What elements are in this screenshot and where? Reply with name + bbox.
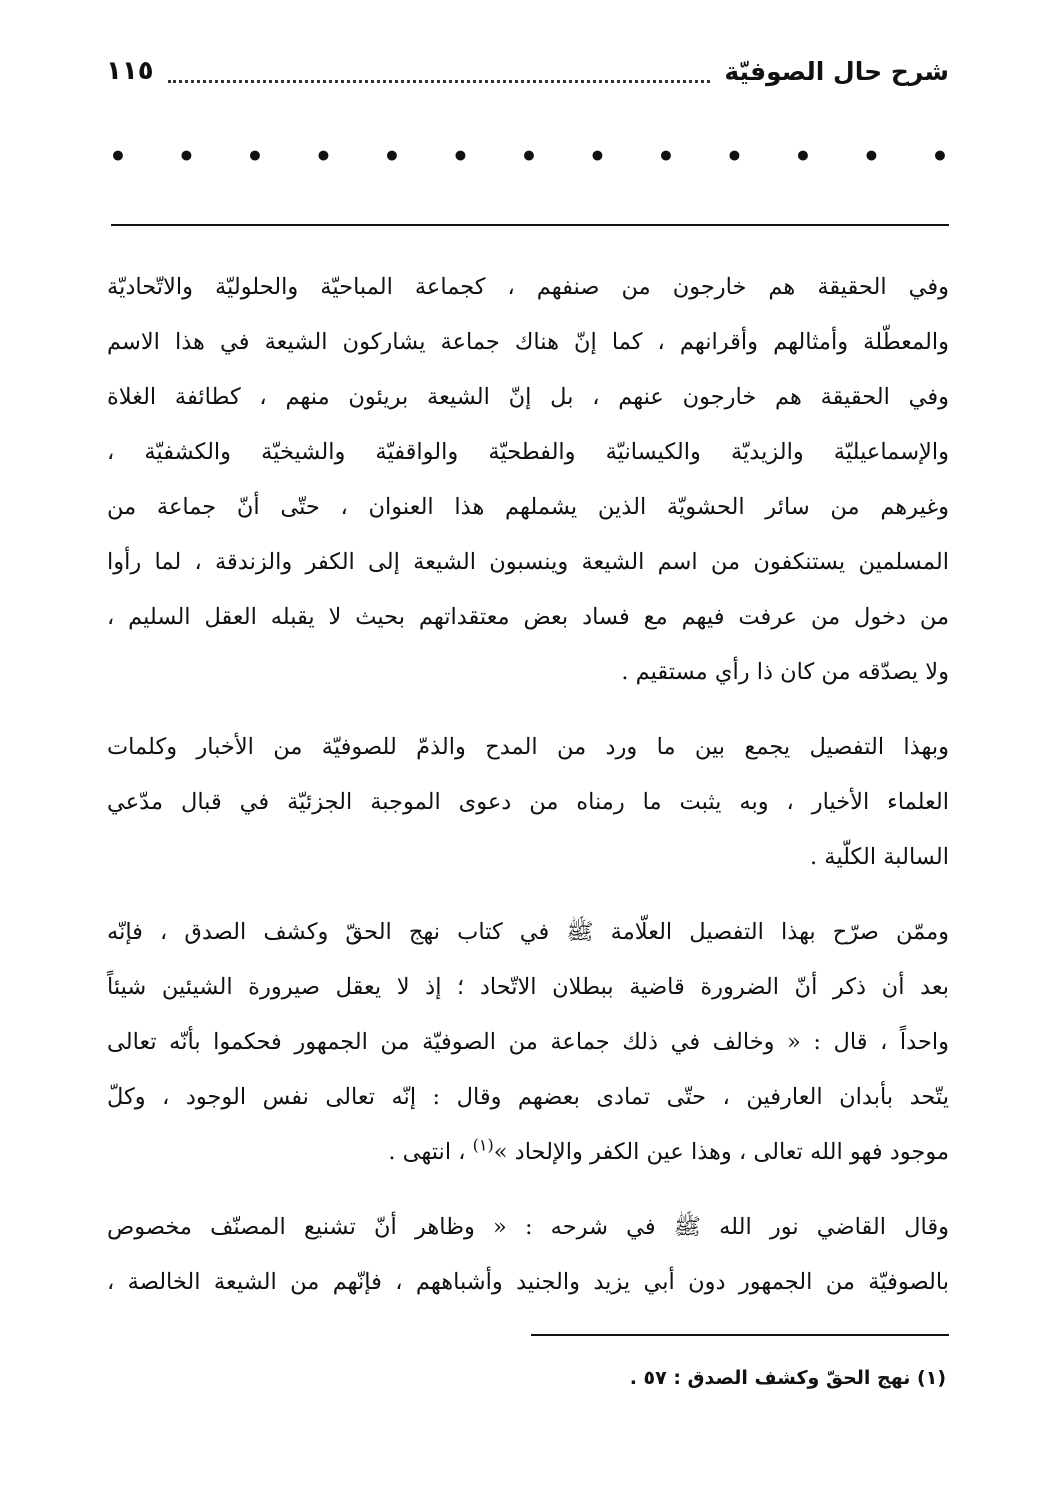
ornament-dot: • <box>520 140 538 173</box>
footnote-divider <box>531 1334 949 1336</box>
header-leader-dots <box>168 80 711 83</box>
text-line: من دخول من عرفت فيهم مع فساد بعض معتقداتهم بحيث لا يقبله العقل السليم ، <box>107 604 949 630</box>
text-line: وفي الحقيقة هم خارجون من صنفهم ، كجماعة المباحيّة والحلوليّة والاتّحاديّة <box>107 274 949 300</box>
text-line: يتّحد بأبدان العارفين ، حتّى تمادى بعضهم وقال : إنّه تعالى نفس الوجود ، وكلّ <box>107 1084 949 1110</box>
main-text <box>107 260 949 1330</box>
text-line: بعد أن ذكر أنّ الضرورة قاضية ببطلان الاتّحاد ؛ إذ لا يعقل صيرورة الشيئين شيئاً <box>107 974 949 1000</box>
paragraph <box>107 720 949 885</box>
text-line: وغيرهم من سائر الحشويّة الذين يشملهم هذا العنوان ، حتّى أنّ جماعة من <box>107 494 949 520</box>
text-line <box>107 1125 949 1180</box>
text-line: وفي الحقيقة هم خارجون عنهم ، بل إنّ الشيعة بريئون منهم ، كطائفة الغلاة <box>107 384 949 410</box>
text-line: ولا يصدّقه من كان ذا رأي مستقيم . <box>621 659 949 685</box>
text-line: المسلمين يستنكفون من اسم الشيعة وينسبون الشيعة إلى الكفر والزندقة ، لما رأوا <box>107 549 949 575</box>
text-line: والإسماعيليّة والزيديّة والكيسانيّة والفطحيّة والواقفيّة والشيخيّة والكشفيّة ، <box>107 439 949 465</box>
ornament-dot: • <box>246 140 264 173</box>
ornament-dot: • <box>109 140 127 173</box>
text-line: واحداً ، قال : « وخالف في ذلك جماعة من الصوفيّة من الجمهور فحكموا بأنّه تعالى <box>107 1029 949 1055</box>
text-line: العلماء الأخيار ، وبه يثبت ما رمناه من دعوى الموجبة الجزئيّة في قبال مدّعي <box>107 789 949 815</box>
text-line: وممّن صرّح بهذا التفصيل العلّامة ﷺ في كتاب نهج الحقّ وكشف الصدق ، فإنّه <box>107 919 949 945</box>
ornament-dot: • <box>383 140 401 173</box>
ornament-dot: • <box>657 140 675 173</box>
decorative-dot-row <box>109 142 949 172</box>
text-line: والمعطّلة وأمثالهم وأقرانهم ، كما إنّ هناك جماعة يشاركون الشيعة في هذا الاسم <box>107 329 949 355</box>
ornament-dot: • <box>177 140 196 173</box>
ornament-dot: • <box>314 140 333 173</box>
ornament-dot: • <box>862 140 881 173</box>
text-line: وبهذا التفصيل يجمع بين ما ورد من المدح والذمّ للصوفيّة من الأخبار وكلمات <box>107 734 949 760</box>
paragraph <box>107 905 949 1180</box>
footnote-reference[interactable]: (١) <box>472 1135 494 1155</box>
header-divider <box>111 224 949 226</box>
paragraph <box>107 1200 949 1310</box>
text-line: بالصوفيّة من الجمهور دون أبي يزيد والجنيد وأشباههم ، فإنّهم من الشيعة الخالصة ، <box>107 1269 949 1295</box>
ornament-dot: • <box>794 140 812 173</box>
text-line: وقال القاضي نور الله ﷺ في شرحه : « وظاهر أنّ تشنيع المصنّف مخصوص <box>107 1214 949 1240</box>
ornament-dot: • <box>451 140 470 173</box>
quote-text: موجود فهو الله تعالى ، وهذا عين الكفر والإلحاد » <box>493 1139 949 1165</box>
footnote: (١) نهج الحقّ وكشف الصدق : ٥٧ . <box>629 1367 946 1389</box>
ornament-dot: • <box>931 140 949 173</box>
quote-tail: ، انتهى . <box>388 1139 466 1165</box>
ornament-dot: • <box>725 140 744 173</box>
ornament-dot: • <box>588 140 607 173</box>
header-title: شرح حال الصوفيّة <box>724 56 949 86</box>
page-number: ١١٥ <box>106 56 154 86</box>
running-header <box>106 46 949 96</box>
text-line: السالبة الكلّية . <box>809 844 949 870</box>
paragraph <box>107 260 949 700</box>
